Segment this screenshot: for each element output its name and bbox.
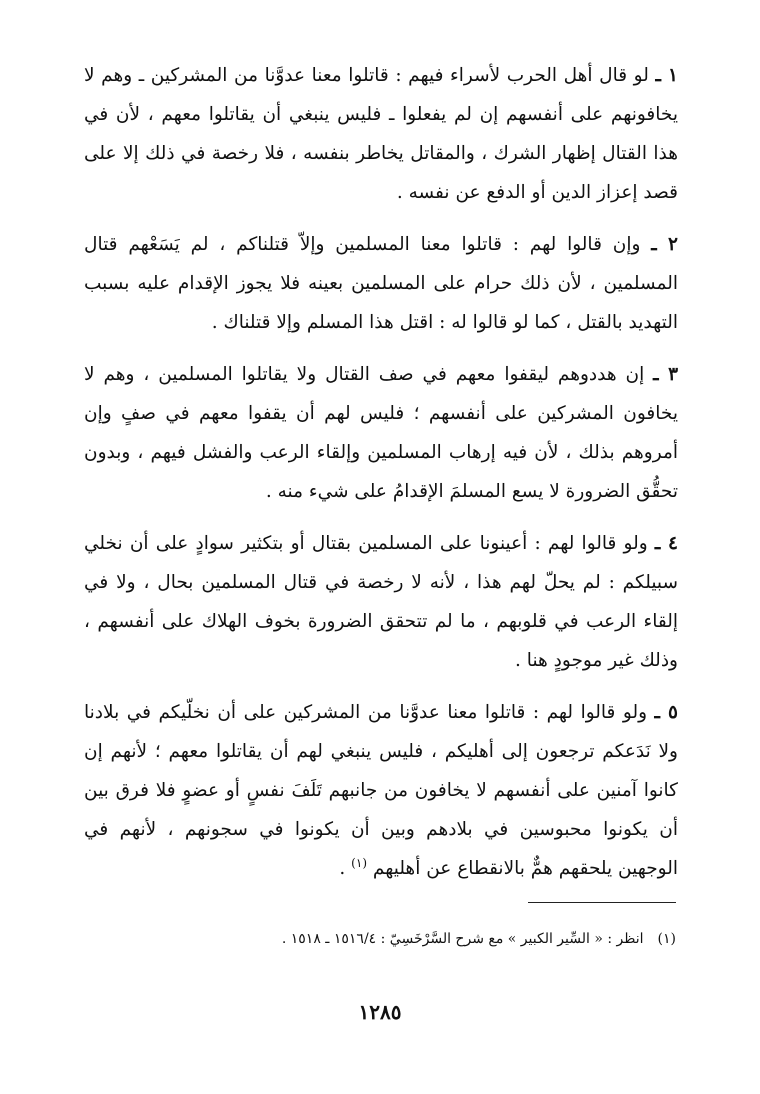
paragraph-text: لو قال أهل الحرب لأسراء فيهم : قاتلوا معنا عدوَّنا من المشركين ـ وهم لا يخافونهم على أنفسهم إن لم يفعلوا ـ فليس ينبغي أن يقاتلوا معهم ، لأن في هذا القتال إظهار الشرك ، والمقاتل يخاطر بنفسه ، فلا رخصة في ذلك إلا على قصد إعزاز الدين أو الدفع عن نفسه . bbox=[84, 65, 678, 203]
paragraph-end: . bbox=[339, 858, 352, 879]
paragraph-2 bbox=[84, 225, 678, 342]
paragraph-1 bbox=[84, 56, 678, 212]
footnote-text: انظر : « السِّير الكبير » مع شرح السَّرْخَسِيّ : ١٥١٦/٤ ـ ١٥١٨ . bbox=[281, 931, 644, 947]
paragraph-number: ٢ ـ bbox=[651, 234, 678, 255]
paragraph-number: ٣ ـ bbox=[653, 364, 678, 385]
footnote-divider bbox=[528, 902, 676, 903]
paragraph-number: ١ ـ bbox=[655, 65, 678, 86]
paragraph-5 bbox=[84, 693, 678, 888]
footnote-mark: (١) bbox=[657, 931, 676, 947]
footnote-reference[interactable]: (١) bbox=[351, 855, 367, 870]
paragraph-text: ولو قالوا لهم : أعينونا على المسلمين بقتال أو بتكثير سوادٍ على أن نخلي سبيلكم : لم يحلّ لهم هذا ، لأنه لا رخصة في قتال المسلمين بحال ، ولا في إلقاء الرعب في قلوبهم ، ما لم تتحقق الضرورة بخوف الهلاك على أنفسهم ، وذلك غير موجودٍ هنا . bbox=[84, 533, 678, 671]
page-number: ١٢٨٥ bbox=[358, 1000, 402, 1024]
paragraph-text: إن هددوهم ليقفوا معهم في صف القتال ولا يقاتلوا المسلمين ، وهم لا يخافون المشركين على أنفسهم ؛ فليس لهم أن يقفوا معهم في صفٍ وإن أمروهم بذلك ، لأن فيه إرهاب المسلمين وإلقاء الرعب والفشل فيهم ، وبدون تحقُّق الضرورة لا يسع المسلمَ الإقدامُ على شيء منه . bbox=[84, 364, 678, 502]
paragraph-number: ٥ ـ bbox=[654, 702, 678, 723]
paragraph-3 bbox=[84, 355, 678, 511]
footnote bbox=[84, 928, 676, 950]
paragraph-4 bbox=[84, 524, 678, 680]
paragraph-text: ولو قالوا لهم : قاتلوا معنا عدوَّنا من المشركين على أن نخلّيكم في بلادنا ولا نَدَعكم ترجعون إلى أهليكم ، فليس ينبغي لهم أن يقاتلوا معهم ؛ لأنهم إن كانوا آمنين على أنفسهم لا يخافون من جانبهم تَلَفَ نفسٍ أو عضوٍ فلا فرق بين أن يكونوا محبوسين في بلادهم وبين أن يكونوا في سجونهم ، لأنهم في الوجهين يلحقهم همٌّ بالانقطاع عن أهليهم bbox=[84, 702, 678, 879]
paragraph-number: ٤ ـ bbox=[654, 533, 678, 554]
paragraph-text: وإن قالوا لهم : قاتلوا معنا المسلمين وإلاّ قتلناكم ، لم يَسَعْهم قتال المسلمين ، لأن ذلك حرام على المسلمين بعينه فلا يجوز الإقدام عليه بسبب التهديد بالقتل ، كما لو قالوا له : اقتل هذا المسلم وإلا قتلناك . bbox=[84, 234, 678, 333]
